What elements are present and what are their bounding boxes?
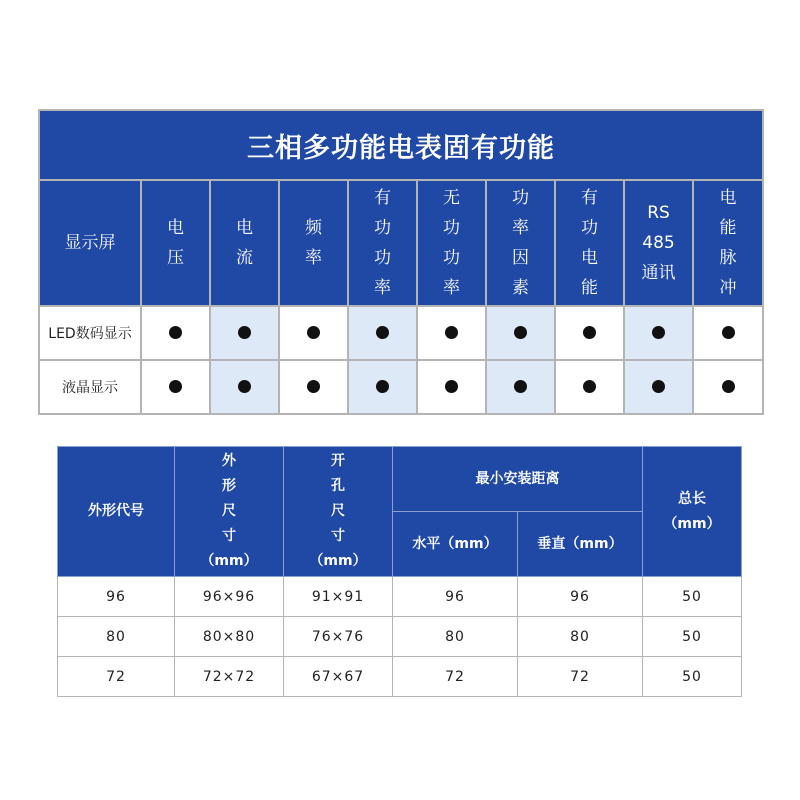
filled-circle-icon: [307, 380, 320, 393]
header-hole-size: [284, 447, 393, 577]
feature-cell: [348, 306, 417, 360]
column-header: [555, 180, 624, 306]
row-header-label: [39, 180, 141, 306]
column-header: [486, 180, 555, 306]
column-header-text: 功 率 因 素: [512, 188, 529, 298]
column-header-text: 电 流: [236, 218, 253, 268]
feature-cell: [555, 360, 624, 414]
column-header: [417, 180, 486, 306]
row-header-text: 显示屏: [64, 233, 116, 253]
filled-circle-icon: [445, 326, 458, 339]
column-header-text: 电 压: [167, 218, 184, 268]
column-header-text: 有 功 功 率: [374, 188, 391, 298]
filled-circle-icon: [583, 380, 596, 393]
feature-cell: [693, 360, 763, 414]
cell-total: 50: [643, 657, 742, 697]
column-header: [693, 180, 763, 306]
filled-circle-icon: [652, 380, 665, 393]
header-total-length: [643, 447, 742, 577]
feature-cell: [141, 306, 210, 360]
feature-cell: [279, 360, 348, 414]
cell-outer: 96×96: [175, 577, 284, 617]
cell-outer: 80×80: [175, 617, 284, 657]
cell-hole: 76×76: [284, 617, 393, 657]
cell-horizontal: 96: [393, 577, 518, 617]
column-header-text: 有 功 电 能: [581, 188, 598, 298]
header-outer-size-text: 外 形 尺 寸 （mm）: [200, 453, 258, 569]
column-header-text: 无 功 功 率: [443, 188, 460, 298]
column-header: [141, 180, 210, 306]
header-total-length-text: 总长 （mm）: [663, 490, 721, 532]
header-min-install: 最小安装距离: [393, 447, 643, 512]
header-hole-size-text: 开 孔 尺 寸 （mm）: [309, 453, 367, 569]
cell-horizontal: 72: [393, 657, 518, 697]
filled-circle-icon: [376, 380, 389, 393]
cell-code: 96: [58, 577, 175, 617]
feature-cell: [210, 306, 279, 360]
feature-cell: [417, 360, 486, 414]
function-table: [38, 109, 764, 415]
feature-cell: [624, 360, 693, 414]
column-header: [279, 180, 348, 306]
column-header: [210, 180, 279, 306]
filled-circle-icon: [376, 326, 389, 339]
cell-vertical: 80: [518, 617, 643, 657]
function-table-title: 三相多功能电表固有功能: [39, 110, 763, 180]
cell-vertical: 72: [518, 657, 643, 697]
column-header-text: RS 485 通讯: [641, 203, 676, 283]
cell-code: 72: [58, 657, 175, 697]
column-header-text: 电 能 脉 冲: [719, 188, 737, 298]
cell-total: 50: [643, 577, 742, 617]
header-horizontal: 水平（mm）: [393, 512, 518, 577]
filled-circle-icon: [652, 326, 665, 339]
filled-circle-icon: [514, 380, 527, 393]
cell-hole: 67×67: [284, 657, 393, 697]
feature-cell: [417, 306, 486, 360]
feature-cell: [348, 360, 417, 414]
filled-circle-icon: [514, 326, 527, 339]
header-outer-size: [175, 447, 284, 577]
table-row: [58, 617, 742, 657]
column-header: [348, 180, 417, 306]
filled-circle-icon: [169, 380, 182, 393]
filled-circle-icon: [445, 380, 458, 393]
cell-horizontal: 80: [393, 617, 518, 657]
header-code: 外形代号: [58, 447, 175, 577]
filled-circle-icon: [307, 326, 320, 339]
feature-cell: [141, 360, 210, 414]
cell-total: 50: [643, 617, 742, 657]
header-vertical: 垂直（mm）: [518, 512, 643, 577]
filled-circle-icon: [238, 380, 251, 393]
dimension-table: [57, 446, 742, 697]
filled-circle-icon: [169, 326, 182, 339]
row-label-led: LED数码显示: [39, 306, 141, 360]
feature-cell: [624, 306, 693, 360]
filled-circle-icon: [583, 326, 596, 339]
filled-circle-icon: [722, 326, 735, 339]
table-row: [58, 577, 742, 617]
cell-outer: 72×72: [175, 657, 284, 697]
feature-cell: [486, 360, 555, 414]
feature-cell: [486, 306, 555, 360]
feature-cell: [555, 306, 624, 360]
filled-circle-icon: [722, 380, 735, 393]
cell-vertical: 96: [518, 577, 643, 617]
filled-circle-icon: [238, 326, 251, 339]
column-header: [624, 180, 693, 306]
cell-code: 80: [58, 617, 175, 657]
feature-cell: [693, 306, 763, 360]
feature-cell: [210, 360, 279, 414]
feature-cell: [279, 306, 348, 360]
table-row: [58, 657, 742, 697]
row-label-lcd: 液晶显示: [39, 360, 141, 414]
cell-hole: 91×91: [284, 577, 393, 617]
column-header-text: 频 率: [305, 218, 322, 268]
